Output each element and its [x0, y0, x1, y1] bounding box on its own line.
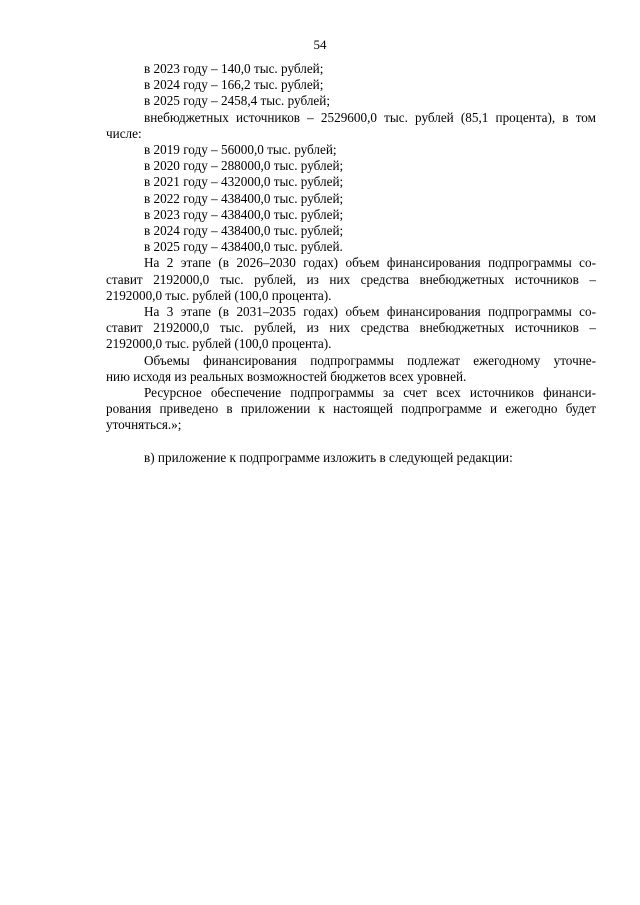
stage-2-line-2: ставит 2192000,0 тыс. рублей, из них средства внебюджетных источников –	[106, 271, 596, 287]
appendix-instruction: в) приложение к подпрограмме изложить в следующей редакции:	[144, 449, 513, 465]
volumes-line-2: нию исходя из реальных возможностей бюджетов всех уровней.	[106, 368, 467, 384]
extra-budget-paragraph	[106, 110, 596, 142]
funding-line-2024: в 2024 году – 166,2 тыс. рублей;	[144, 77, 324, 93]
year-line: в 2025 году – 438400,0 тыс. рублей.	[144, 239, 343, 255]
stage-2-line-3: 2192000,0 тыс. рублей (100,0 процента).	[106, 287, 332, 303]
document-body	[106, 61, 596, 466]
extra-budget-line-1: внебюджетных источников – 2529600,0 тыс. рублей (85,1 процента), в том	[144, 109, 596, 125]
resource-line-2: рования приведено в приложении к настоящей подпрограмме и ежегодно будет	[106, 401, 596, 417]
extra-budget-line-2: числе:	[106, 125, 142, 141]
volumes-line-1: Объемы финансирования подпрограммы подлежат ежегодному уточне-	[144, 352, 596, 368]
stage-3-line-1: На 3 этапе (в 2031–2035 годах) объем финансирования подпрограммы со-	[144, 304, 596, 320]
year-line: в 2024 году – 438400,0 тыс. рублей;	[144, 223, 344, 239]
funding-line-2023: в 2023 году – 140,0 тыс. рублей;	[144, 61, 324, 76]
volumes-paragraph	[106, 353, 596, 385]
resource-line-1: Ресурсное обеспечение подпрограммы за счет всех источников финанси-	[144, 385, 596, 401]
stage-2-line-1: На 2 этапе (в 2026–2030 годах) объем финансирования подпрограммы со-	[144, 255, 596, 271]
stage-3-line-3: 2192000,0 тыс. рублей (100,0 процента).	[106, 336, 332, 352]
year-line: в 2022 году – 438400,0 тыс. рублей;	[144, 190, 344, 206]
year-line: в 2023 году – 438400,0 тыс. рублей;	[144, 206, 344, 222]
year-line: в 2019 году – 56000,0 тыс. рублей;	[144, 142, 337, 158]
stage-3-line-2: ставит 2192000,0 тыс. рублей, из них средства внебюджетных источников –	[106, 320, 596, 336]
page-number: 54	[313, 37, 327, 52]
stage-3-paragraph	[106, 304, 596, 353]
year-line: в 2021 году – 432000,0 тыс. рублей;	[144, 174, 344, 190]
funding-line-2025: в 2025 году – 2458,4 тыс. рублей;	[144, 93, 330, 109]
resource-line-3: уточняться.»;	[106, 417, 182, 433]
paragraph-gap	[106, 434, 596, 450]
stage-2-paragraph	[106, 255, 596, 304]
year-line: в 2020 году – 288000,0 тыс. рублей;	[144, 158, 344, 174]
resource-paragraph	[106, 385, 596, 434]
